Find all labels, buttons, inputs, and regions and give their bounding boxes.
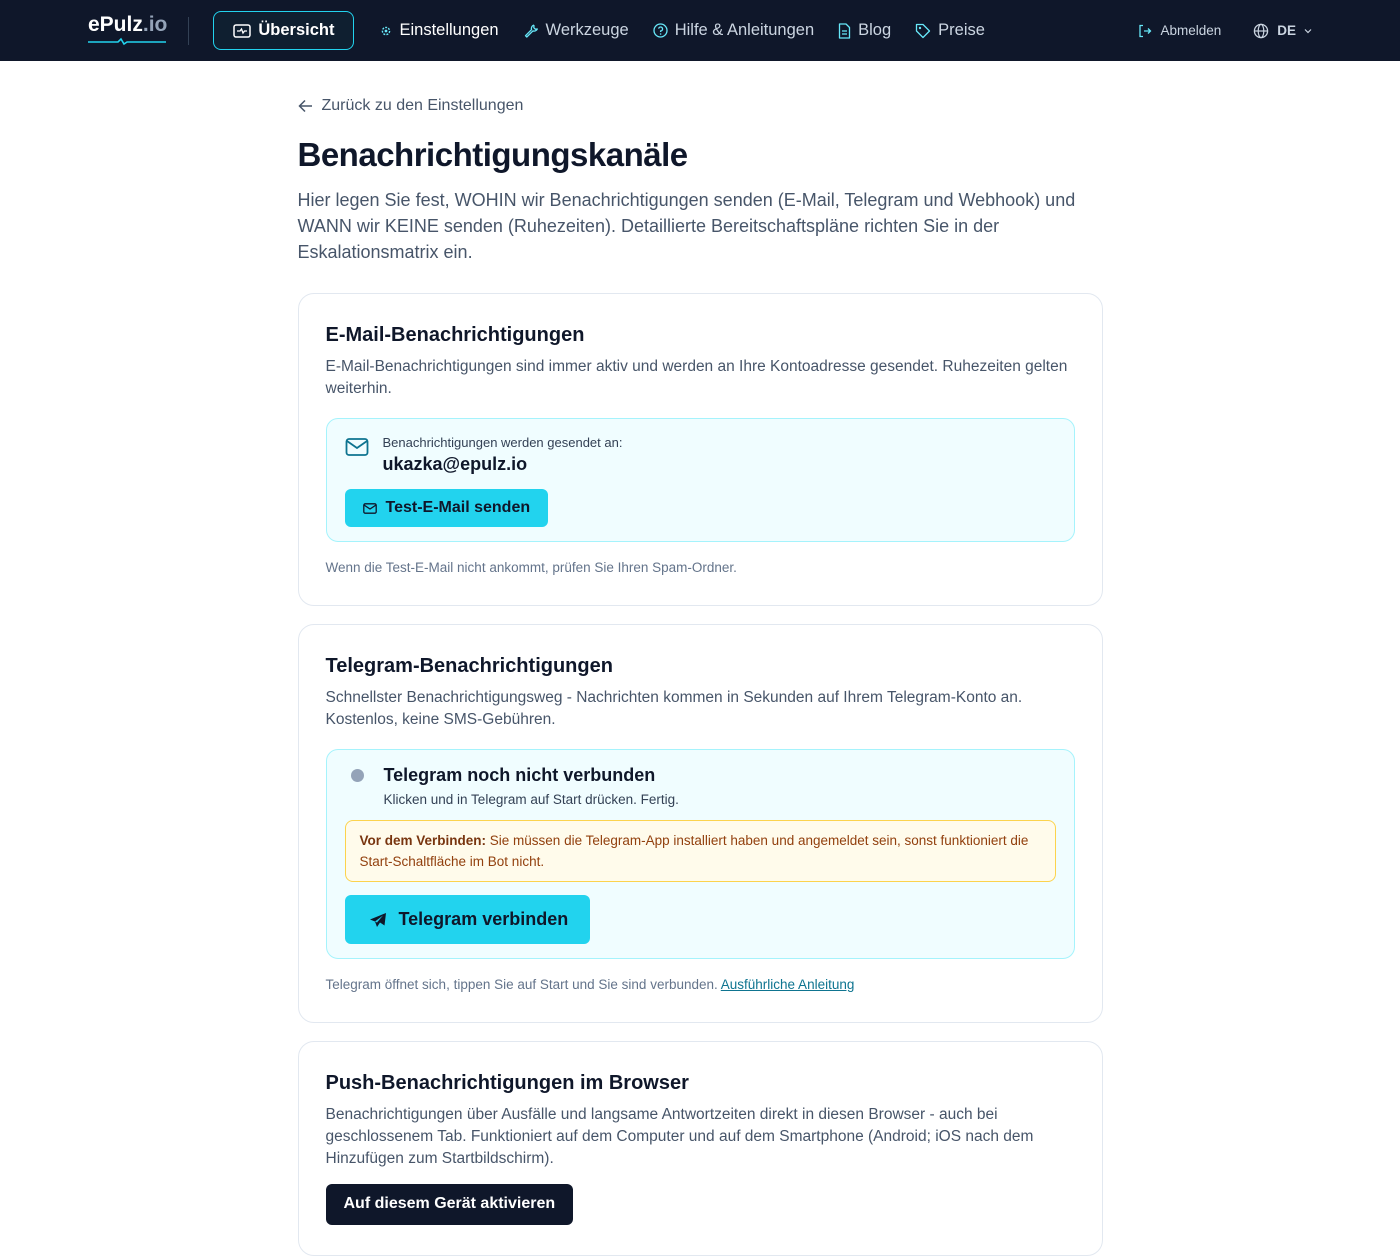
tag-icon [915,23,931,39]
email-hint: Wenn die Test-E-Mail nicht ankommt, prüfen Sie Ihren Spam-Ordner. [325,560,737,575]
nav-item-overview[interactable] [213,11,354,50]
page-description: Hier legen Sie fest, WOHIN wir Benachrichtigungen senden (E-Mail, Telegram und Webhook) und WANN wir KEINE senden (Ruhezeiten). Detaillierte Bereitschaftspläne richten Sie in der Eskalationsmatrix ein. [297,190,1076,262]
nav-item-label: Werkzeuge [545,21,629,39]
telegram-hint [326,977,1075,992]
telegram-card-title: Telegram-Benachrichtigungen [325,655,613,677]
nav-item-blog[interactable] [838,21,891,40]
push-card-title: Push-Benachrichtigungen im Browser [325,1072,689,1094]
nav-item-tools[interactable] [523,21,629,40]
logout-label: Abmelden [1160,23,1222,38]
document-icon [838,23,851,39]
language-selector[interactable] [1253,23,1312,39]
detailed-guide-link[interactable]: Ausführliche Anleitung [720,977,855,992]
help-circle-icon [653,23,668,38]
warning-bold-label: Vor dem Verbinden: [359,833,487,848]
wrench-icon [523,23,539,39]
push-card-description: Benachrichtigungen über Ausfälle und langsame Antwortzeiten direkt in diesen Browser - auch bei geschlossenem Tab. Funktioniert auf dem Computer und auf dem Smartphone (Android; iOS nach dem Hinzufügen zum Startbildschirm). [325,1106,1034,1167]
warning-text: Sie müssen die Telegram-App installiert haben und angemeldet sein, sonst funktioniert die Start-Schaltfläche im Bot nicht. [359,833,1029,869]
nav-item-label: Einstellungen [399,21,499,39]
email-card-title: E-Mail-Benachrichtigungen [325,324,585,346]
globe-icon [1253,23,1269,39]
email-address: ukazka@epulz.io [382,454,528,474]
mail-icon [363,503,377,514]
nav-item-label: Hilfe & Anleitungen [674,21,815,39]
gear-icon [380,25,392,37]
telegram-status-subtitle: Klicken und in Telegram auf Start drücken. Fertig. [383,792,679,807]
arrow-left-icon [298,99,313,113]
telegram-hint-text: Telegram öffnet sich, tippen Sie auf Start und Sie sind verbunden. [325,977,721,992]
nav-item-label: Preise [938,21,985,39]
nav-item-label: Blog [858,21,892,39]
pulse-line-icon [88,37,166,45]
mail-icon [345,437,369,457]
send-test-email-button[interactable] [345,489,549,527]
nav-divider [188,17,189,45]
logo[interactable] [88,14,167,45]
nav-item-settings[interactable] [380,21,498,40]
telegram-status-title: Telegram noch nicht verbunden [383,765,656,785]
logo-suffix: .io [142,13,168,36]
telegram-warning-box [345,820,1056,882]
nav-item-label: Übersicht [258,21,335,39]
telegram-send-icon [369,912,387,928]
back-to-settings-link[interactable] [298,97,1103,115]
nav-right-group [1138,23,1312,39]
push-notifications-card [298,1041,1103,1256]
telegram-notifications-card [298,624,1103,1023]
page-title: Benachrichtigungskanäle [297,136,688,173]
language-label: DE [1277,23,1296,38]
send-test-email-label: Test-E-Mail senden [385,499,531,516]
email-card-description: E-Mail-Benachrichtigungen sind immer aktiv und werden an Ihre Kontoadresse gesendet. Ruhezeiten gelten weiterhin. [325,358,1068,397]
sent-to-label: Benachrichtigungen werden gesendet an: [382,435,623,450]
logo-main: ePulz [88,13,143,36]
connect-telegram-button[interactable] [345,895,591,944]
chevron-down-icon [1304,28,1312,34]
nav-item-help[interactable] [653,21,814,40]
email-recipient-box [326,418,1075,542]
logout-button[interactable] [1138,23,1221,38]
status-dot [351,769,364,782]
connect-telegram-label: Telegram verbinden [398,909,569,929]
telegram-status-box [326,749,1075,959]
logout-icon [1138,24,1152,38]
main-content [298,61,1103,1256]
dashboard-icon [233,24,251,38]
activate-push-button[interactable]: Auf diesem Gerät aktivieren [326,1184,574,1225]
back-link-label: Zurück zu den Einstellungen [321,97,524,114]
email-notifications-card [298,293,1103,606]
top-navbar [0,0,1400,61]
nav-item-pricing[interactable] [915,21,985,40]
telegram-card-description: Schnellster Benachrichtigungsweg - Nachrichten kommen in Sekunden auf Ihrem Telegram-Konto an. Kostenlos, keine SMS-Gebühren. [325,689,1023,728]
